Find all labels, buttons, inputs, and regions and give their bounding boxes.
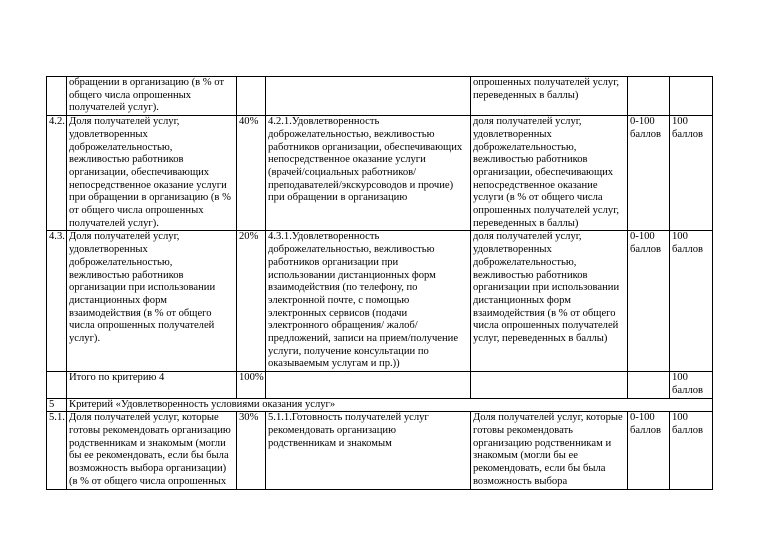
weight-cell [237,77,266,116]
table-row [47,231,713,372]
indicator-cell: Доля получателей услуг, удовлетворенных доброжелательностью, вежливостью работников организации, обеспечивающих непосредственное оказание услуги при обращении в организацию (в % от общего числа опрошенных получателей услуг). [67,116,237,231]
row-number-cell [47,77,67,116]
weight-cell: 40% [237,116,266,231]
table-row [47,116,713,231]
indicator-cell: Доля получателей услуг, которые готовы рекомендовать организацию родственникам и знакомым (могли бы ее рекомендовать, если бы была возможность выбора организации) (в % от общего числа опрошенных [67,412,237,489]
range-cell: 0-100 баллов [628,116,670,231]
parameter-cell: 4.2.1.Удовлетворенность доброжелательностью, вежливостью работников организации, обеспечивающих непосредственное оказание услуги (врачей/социальных работников/ преподавателей/экскурсоводов и прочие) при обращении в организацию [266,116,471,231]
source-cell [471,372,628,398]
range-cell: 0-100 баллов [628,412,670,489]
max-score-cell: 100 баллов [670,116,713,231]
max-score-cell [670,77,713,116]
range-cell [628,372,670,398]
indicator-cell: Итого по критерию 4 [67,372,237,398]
parameter-cell: 5.1.1.Готовность получателей услуг рекомендовать организацию родственникам и знакомым [266,412,471,489]
table-row [47,372,713,398]
source-cell: доля получателей услуг, удовлетворенных доброжелательностью, вежливостью работников организации, обеспечивающих непосредственное оказание услуги (в % от общего числа опрошенных получателей услуг, переведенных в баллы) [471,116,628,231]
source-cell: Доля получателей услуг, которые готовы рекомендовать организацию родственникам и знакомым (могли бы ее рекомендовать, если бы была возможность выбора [471,412,628,489]
row-number-cell [47,372,67,398]
source-cell: доля получателей услуг, удовлетворенных доброжелательностью, вежливостью работников организации при использовании дистанционных форм взаимодействия (в % от общего числа опрошенных получателей услуг, переведенных в баллы) [471,231,628,372]
row-number-cell: 5.1. [47,412,67,489]
weight-cell: 30% [237,412,266,489]
max-score-cell: 100 баллов [670,231,713,372]
table-row [47,412,713,489]
max-score-cell: 100 баллов [670,412,713,489]
weight-cell: 100% [237,372,266,398]
row-number-cell: 5 [47,398,67,412]
table-row [47,398,713,412]
table-row [47,77,713,116]
row-number-cell: 4.3. [47,231,67,372]
parameter-cell: 4.3.1.Удовлетворенность доброжелательностью, вежливостью работников организации при использовании дистанционных форм взаимодействия (по телефону, по электронной почте, с помощью электронных сервисов (подачи электронного обращения/ жалоб/ предложений, записи на прием/получение услуги, получение консультации по оказываемым услугам и пр.)) [266,231,471,372]
indicator-cell: обращении в организацию (в % от общего числа опрошенных получателей услуг). [67,77,237,116]
parameter-cell [266,77,471,116]
row-number-cell: 4.2. [47,116,67,231]
range-cell [628,77,670,116]
criteria-table [46,76,713,490]
source-cell: опрошенных получателей услуг, переведенных в баллы) [471,77,628,116]
max-score-cell: 100 баллов [670,372,713,398]
parameter-cell [266,372,471,398]
indicator-cell: Доля получателей услуг, удовлетворенных доброжелательностью, вежливостью работников организации при использовании дистанционных форм взаимодействия (в % от общего числа опрошенных получателей услуг). [67,231,237,372]
criterion-heading-cell: Критерий «Удовлетворенность условиями оказания услуг» [67,398,713,412]
range-cell: 0-100 баллов [628,231,670,372]
weight-cell: 20% [237,231,266,372]
